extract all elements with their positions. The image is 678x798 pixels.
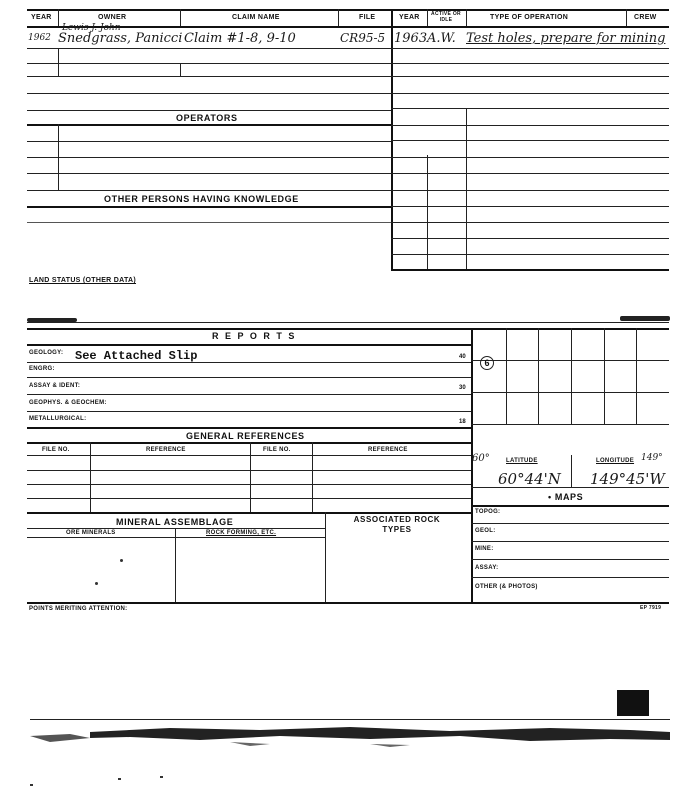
- general-references-heading: GENERAL REFERENCES: [186, 431, 305, 441]
- bottom-edge-line: [30, 719, 670, 720]
- maps-heading: [548, 492, 583, 502]
- row1-active-idle: A.W.: [427, 31, 456, 46]
- num-18: 18: [459, 419, 466, 425]
- row1-year: 1962: [28, 33, 51, 43]
- assay-ident-label: ASSAY & IDENT:: [29, 383, 81, 389]
- engrg-label: ENGRG:: [29, 366, 55, 372]
- ref-header-file-no-2: FILE NO.: [263, 447, 291, 453]
- top-border: [27, 9, 669, 11]
- geol-label: GEOL:: [475, 528, 496, 534]
- num-30: 30: [459, 385, 466, 391]
- grid-mark-text: 6: [484, 358, 490, 368]
- maps-text: MAPS: [554, 492, 584, 502]
- torn-edge-noise: [30, 722, 670, 752]
- rock-forming-header: ROCK FORMING, ETC.: [206, 530, 277, 536]
- speck-4: [118, 778, 121, 780]
- row1-claim-name: Claim #1-8, 9-10: [184, 31, 296, 46]
- header-claim-name: CLAIM NAME: [232, 14, 280, 21]
- reports-heading: R E P O R T S: [212, 331, 297, 341]
- other-persons-heading: OTHER PERSONS HAVING KNOWLEDGE: [104, 194, 299, 204]
- assay-label: ASSAY:: [475, 565, 499, 571]
- header-year: YEAR: [31, 14, 52, 21]
- row1-type-of-operation: Test holes, prepare for mining: [466, 31, 666, 46]
- geology-label: GEOLOGY:: [29, 350, 64, 356]
- mine-label: MINE:: [475, 546, 494, 552]
- header-crew: CREW: [634, 14, 657, 21]
- other-photos-label: OTHER (& PHOTOS): [475, 584, 538, 590]
- num-40: 40: [459, 354, 466, 360]
- speck-3: [30, 784, 33, 786]
- scan-edge-right: [620, 316, 670, 321]
- grid-circle-mark: [480, 356, 494, 370]
- speck-2: [95, 582, 98, 585]
- longitude-value: 149°45'W: [590, 470, 665, 488]
- metallurgical-label: METALLURGICAL:: [29, 416, 87, 422]
- header-underline: [27, 26, 669, 28]
- geophys-geochem-label: GEOPHYS. & GEOCHEM:: [29, 400, 107, 406]
- associated-rock-types-heading: ASSOCIATED ROCK TYPES: [353, 515, 441, 534]
- speck-5: [160, 776, 163, 778]
- row1-file: CR95-5: [340, 31, 386, 45]
- latitude-label: LATITUDE: [506, 458, 538, 464]
- form-code: EP 7919: [640, 605, 662, 611]
- header-active-idle: ACTIVE OR IDLE: [431, 11, 461, 23]
- header-year-2: YEAR: [399, 14, 420, 21]
- operators-heading: OPERATORS: [176, 113, 238, 123]
- maps-bullet: •: [548, 492, 555, 502]
- black-square: [617, 690, 649, 716]
- header-file: FILE: [359, 14, 376, 21]
- ore-minerals-header: ORE MINERALS: [66, 530, 116, 536]
- topog-label: TOPOG:: [475, 509, 501, 515]
- land-status-label: LAND STATUS (OTHER DATA): [29, 277, 137, 284]
- lat-degree-mark: 60°: [472, 453, 490, 464]
- mineral-assemblage-heading: MINERAL ASSEMBLAGE: [116, 517, 234, 527]
- ref-header-reference-2: REFERENCE: [368, 447, 408, 453]
- longitude-degree-mark: 149°: [641, 453, 663, 463]
- row1-owner: Snedgrass, Panicci: [58, 31, 183, 46]
- ref-header-file-no-1: FILE NO.: [42, 447, 70, 453]
- geology-value: See Attached Slip: [75, 349, 198, 363]
- row1-op-year: 1963: [394, 31, 428, 46]
- owner-first-names: Lewis J. John: [62, 23, 121, 33]
- header-type-of-operation: TYPE OF OPERATION: [490, 14, 569, 21]
- points-meriting-attention-label: POINTS MERITING ATTENTION:: [29, 606, 128, 612]
- speck-1: [120, 559, 123, 562]
- header-owner: OWNER: [98, 14, 127, 21]
- latitude-value: 60°44'N: [498, 470, 561, 488]
- ref-header-reference-1: REFERENCE: [146, 447, 186, 453]
- longitude-label: LONGITUDE: [596, 458, 635, 464]
